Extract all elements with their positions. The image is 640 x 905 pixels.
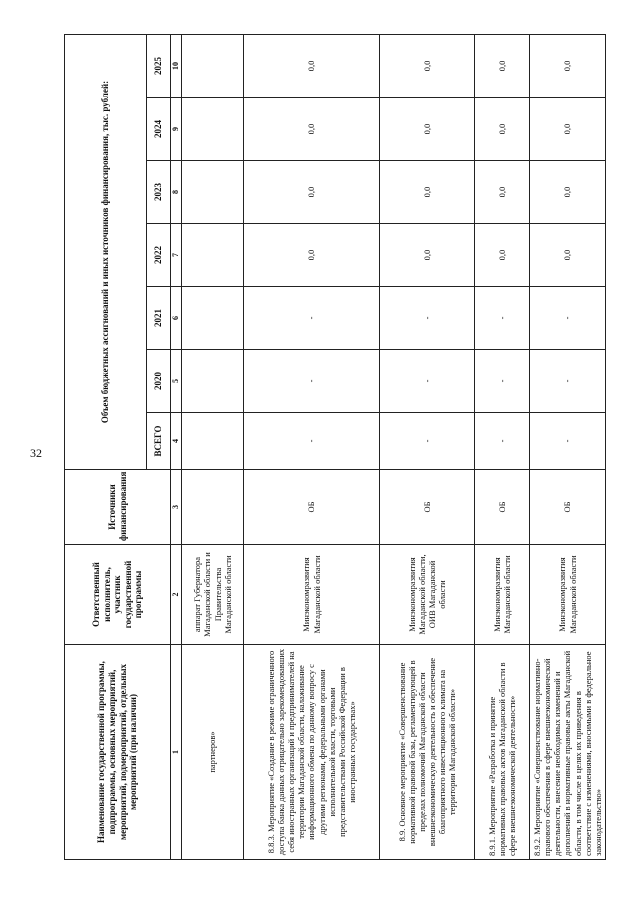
row-executor: аппарат Губернатора Магаданской области и Правительства Магаданской области	[182, 545, 244, 645]
row-2025: 0,0	[530, 34, 606, 97]
row-total	[182, 413, 244, 470]
column-number: 7	[171, 224, 182, 287]
row-source: ОБ	[244, 470, 380, 545]
row-2022	[182, 224, 244, 287]
row-source: ОБ	[530, 470, 606, 545]
row-name: 8.9.2. Мероприятие «Совершенствование нормативно-правового обеспечения в сфере внешнеэкономической деятельности, внесение необходимых изменений и дополнений в нормативные правовые акты Магаданской области, в том числе в целях их приведения в соответствие с изменениями, вносимыми в федеральное законодательство»	[530, 645, 606, 860]
row-total: -	[380, 413, 475, 470]
row-2021	[182, 287, 244, 350]
row-2025	[182, 34, 244, 97]
table-row	[475, 34, 530, 859]
row-name: 8.9.1. Мероприятие «Разработка и принятие нормативных правовых актов Магаданской области в сфере внешнеэкономической деятельности»	[475, 645, 530, 860]
row-name: партнеров»	[182, 645, 244, 860]
row-2021: -	[380, 287, 475, 350]
row-2023: 0,0	[475, 161, 530, 224]
row-2022: 0,0	[475, 224, 530, 287]
header-funding-group: Объем бюджетных ассигнований и иных источников финансирования, тыс. рублей:	[65, 34, 147, 469]
row-2025: 0,0	[380, 34, 475, 97]
row-executor: Минэкономразвития Магаданской области	[530, 545, 606, 645]
row-2020: -	[475, 350, 530, 413]
column-number-row	[171, 34, 182, 859]
row-name: 8.9. Основное мероприятие «Совершенствование нормативной правовой базы, регламентирующей в пределах полномочий Магаданской области внешнеэкономическую деятельность и обеспечение благоприятного инвестиционного климата на территории Магаданской области»	[380, 645, 475, 860]
row-2022: 0,0	[380, 224, 475, 287]
table-row	[244, 34, 380, 859]
row-2023: 0,0	[530, 161, 606, 224]
row-2025: 0,0	[244, 34, 380, 97]
row-executor: Минэкономразвития Магаданской области	[475, 545, 530, 645]
row-2021: -	[244, 287, 380, 350]
row-2024	[182, 98, 244, 161]
column-number: 6	[171, 287, 182, 350]
row-total: -	[475, 413, 530, 470]
row-2021: -	[530, 287, 606, 350]
row-source: ОБ	[380, 470, 475, 545]
row-executor: Минэкономразвития Магаданской области	[244, 545, 380, 645]
row-2024: 0,0	[475, 98, 530, 161]
row-total: -	[530, 413, 606, 470]
header-year-2021: 2021	[147, 287, 171, 350]
row-2024: 0,0	[530, 98, 606, 161]
row-2020: -	[530, 350, 606, 413]
row-2025: 0,0	[475, 34, 530, 97]
header-year-2020: 2020	[147, 350, 171, 413]
column-number: 1	[171, 645, 182, 860]
rotated-table-container	[64, 35, 604, 860]
header-source: Источники финансирования	[65, 470, 171, 545]
row-2024: 0,0	[380, 98, 475, 161]
header-year-2022: 2022	[147, 224, 171, 287]
row-2022: 0,0	[244, 224, 380, 287]
column-number: 5	[171, 350, 182, 413]
row-executor: Минэкономразвития Магаданской области, ОИВ Магаданской области	[380, 545, 475, 645]
row-2023: 0,0	[380, 161, 475, 224]
header-executor: Ответственный исполнитель, участник государственной программы	[65, 545, 171, 645]
row-total: -	[244, 413, 380, 470]
table-row	[182, 34, 244, 859]
row-2020: -	[244, 350, 380, 413]
table-row	[380, 34, 475, 859]
table-row	[530, 34, 606, 859]
row-source	[182, 470, 244, 545]
column-number: 10	[171, 34, 182, 97]
funding-table	[64, 34, 606, 860]
header-year-2023: 2023	[147, 161, 171, 224]
header-total: ВСЕГО	[147, 413, 171, 470]
column-number: 4	[171, 413, 182, 470]
column-number: 2	[171, 545, 182, 645]
row-2020: -	[380, 350, 475, 413]
column-number: 3	[171, 470, 182, 545]
row-2021: -	[475, 287, 530, 350]
column-number: 9	[171, 98, 182, 161]
row-2024: 0,0	[244, 98, 380, 161]
header-year-2024: 2024	[147, 98, 171, 161]
row-2020	[182, 350, 244, 413]
header-year-2025: 2025	[147, 34, 171, 97]
row-2023	[182, 161, 244, 224]
column-number: 8	[171, 161, 182, 224]
row-2023: 0,0	[244, 161, 380, 224]
header-name: Наименование государственной программы, подпрограммы, основных мероприятий, мероприятий, подмероприятий, отдельных мероприятий (при наличии)	[65, 645, 171, 860]
row-source: ОБ	[475, 470, 530, 545]
page-number: 32	[30, 446, 42, 460]
row-2022: 0,0	[530, 224, 606, 287]
row-name: 8.8.3. Мероприятие «Создание в режиме ограниченного доступа банка данных отрицательно зарекомендовавших себя иностранных организаций и предпринимателей на территории Магаданской области, налаживание информационного обмена по данному вопросу с другими регионами, федеральными органами исполнительной власти, торговыми представительствами Российской Федерации в иностранных государствах»	[244, 645, 380, 860]
